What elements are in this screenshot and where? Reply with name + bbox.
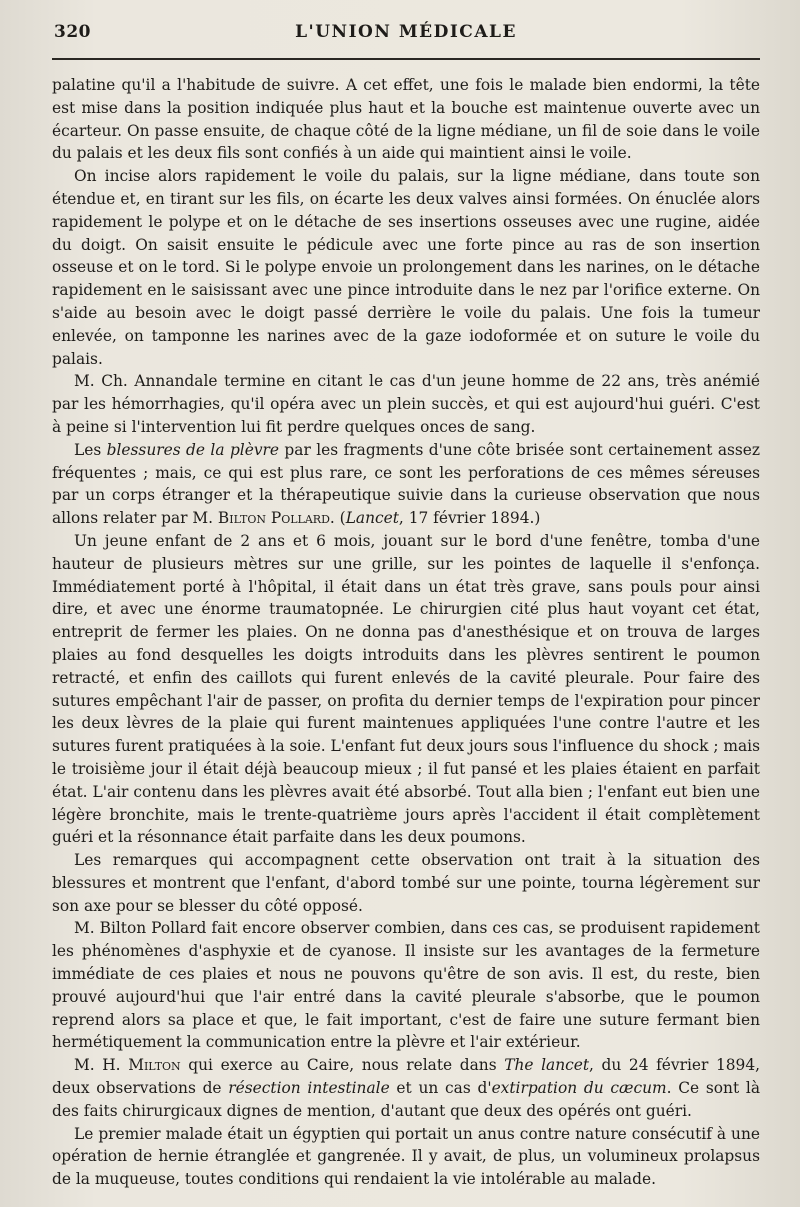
text-run: Le premier malade était un égyptien qui portait un anus contre nature consécutif à une opération de hernie étranglée et gangrenée. Il y avait, de plus, un volumineux prolapsus de la muqueuse, toutes conditions qui rendaient la vie intolérable au malade. bbox=[52, 1124, 760, 1189]
header-rule bbox=[52, 58, 760, 60]
text-run: M. H. bbox=[74, 1056, 129, 1075]
text-run: Les bbox=[74, 440, 107, 459]
text-run: . ( bbox=[329, 509, 346, 528]
italic-text: Lancet bbox=[345, 509, 399, 528]
text-run: par les fragments d'une côte brisée sont certainement assez fréquentes ; mais, ce qui est plus rare, ce sont les perforations de ces mêmes séreuses par un corps étranger et la thérapeutique suivie dans la curieuse observation que nous allons relater par M. bbox=[52, 440, 761, 528]
text-run: palatine qu'il a l'habitude de suivre. A cet effet, une fois le malade bien endormi, la tête est mise dans la position indiquée plus haut et la bouche est maintenue ouverte avec un écarteur. On passe ensuite, de chaque côté de la ligne médiane, un fil de soie dans le voile du palais et les deux fils sont confiés à un aide qui maintient ainsi le voile. bbox=[52, 76, 760, 163]
running-title: L'UNION MÉDICALE bbox=[295, 22, 517, 42]
text-run: et un cas d' bbox=[389, 1079, 492, 1098]
page-header bbox=[52, 18, 760, 48]
author-name: Milton bbox=[128, 1056, 181, 1075]
page-number: 320 bbox=[54, 22, 91, 42]
text-run: M. Bilton Pollard fait encore observer combien, dans ces cas, se produisent rapidement les phénomènes d'asphyxie et de cyanose. Il insiste sur les avantages de la fermeture immédiate de ces plaies et nous ne pouvons qu'être de son avis. Il est, du reste, bien prouvé aujourd'hui que l'air entré dans la cavité pleurale s'absorbe, que le poumon reprend alors sa place et que, le fait important, c'est de faire une suture fermant bien hermétiquement la communication entre la plèvre et l'air extérieur. bbox=[52, 919, 760, 1052]
paragraph bbox=[52, 917, 760, 1054]
text-run: On incise alors rapidement le voile du palais, sur la ligne médiane, dans toute son étendue et, en tirant sur les fils, on écarte les deux valves ainsi formées. On énuclée alors rapidement le polype et on le détache de ses insertions osseuses avec une rugine, aidée du doigt. On saisit ensuite le pédicule avec une forte pince au ras de son insertion osseuse et on le tord. Si le polype envoie un prolongement dans les narines, on le détache rapidement en le saisissant avec une pince introduite dans le nez par l'orifice externe. On s'aide au besoin avec le doigt passé derrière le voile du palais. Une fois la tumeur enlevée, on tamponne les narines avec de la gaze iodoformée et on suture le voile du palais. bbox=[52, 167, 760, 368]
paragraph bbox=[52, 370, 760, 438]
italic-text: résection intestinale bbox=[228, 1079, 390, 1098]
text-run: . Ce sont là des faits chirurgicaux dignes de mention, d'autant que deux des opérés ont guéri. bbox=[52, 1079, 761, 1120]
paragraph bbox=[52, 1123, 760, 1191]
paragraph bbox=[52, 74, 760, 165]
text-run: M. Ch. Annandale termine en citant le cas d'un jeune homme de 22 ans, très anémié par les hémorrhagies, qu'il opéra avec un plein succès, et qui est aujourd'hui guéri. C'est à peine si l'intervention lui fit perdre quelques onces de sang. bbox=[52, 372, 760, 436]
text-run: , 17 février 1894.) bbox=[398, 509, 541, 528]
italic-text: The lancet bbox=[504, 1056, 590, 1075]
text-run: Un jeune enfant de 2 ans et 6 mois, jouant sur le bord d'une fenêtre, tomba d'une hauteur de plusieurs mètres sur une grille, sur les pointes de laquelle il s'enfonça. Immédiatement porté à l'hôpital, il était dans un état très grave, sans pouls pour ainsi dire, et avec une énorme traumatopnée. Le chirurgien cité plus haut voyant cet état, entreprit de fermer les plaies. On ne donna pas d'anesthésique et on trouva de larges plaies au fond desquelles les doigts introduits dans les plèvres sentirent le poumon retracté, et enfin des caillots qui furent enlevés de la cavité pleurale. Pour faire des sutures empêchant l'air de passer, on profita du dernier temps de l'expiration pour pincer les deux lèvres de la plaie qui furent maintenues appliquées l'une contre l'autre et les sutures furent pratiquées à la soie. L'enfant fut deux jours sous l'influence du shock ; mais le troisième jour il était déjà beaucoup mieux ; il fut pansé et les plaies étaient en parfait état. L'air contenu dans les plèvres avait été absorbé. Tout alla bien ; l'enfant eut bien une légère bronchite, mais le trente-quatrième jours après l'accident il était complètement guéri et la résonnance était parfaite dans les deux poumons. bbox=[52, 531, 760, 847]
text-run: , du 24 février 1894, deux observations de bbox=[52, 1056, 761, 1098]
paragraph bbox=[52, 439, 760, 530]
paragraph bbox=[52, 849, 760, 917]
article-body bbox=[52, 74, 760, 1191]
paragraph bbox=[52, 1054, 760, 1122]
author-name: Bilton Pollard bbox=[217, 509, 330, 528]
text-run: qui exerce au Caire, nous relate dans bbox=[180, 1056, 505, 1075]
italic-text: extirpation du cæcum bbox=[491, 1079, 667, 1098]
text-run: Les remarques qui accompagnent cette observation ont trait à la situation des blessures et montrent que l'enfant, d'abord tombé sur une pointe, tourna légèrement sur son axe pour se blesser du côté opposé. bbox=[52, 851, 760, 915]
paragraph bbox=[52, 165, 760, 370]
paragraph bbox=[52, 530, 760, 849]
italic-text: blessures de la plèvre bbox=[106, 440, 279, 459]
